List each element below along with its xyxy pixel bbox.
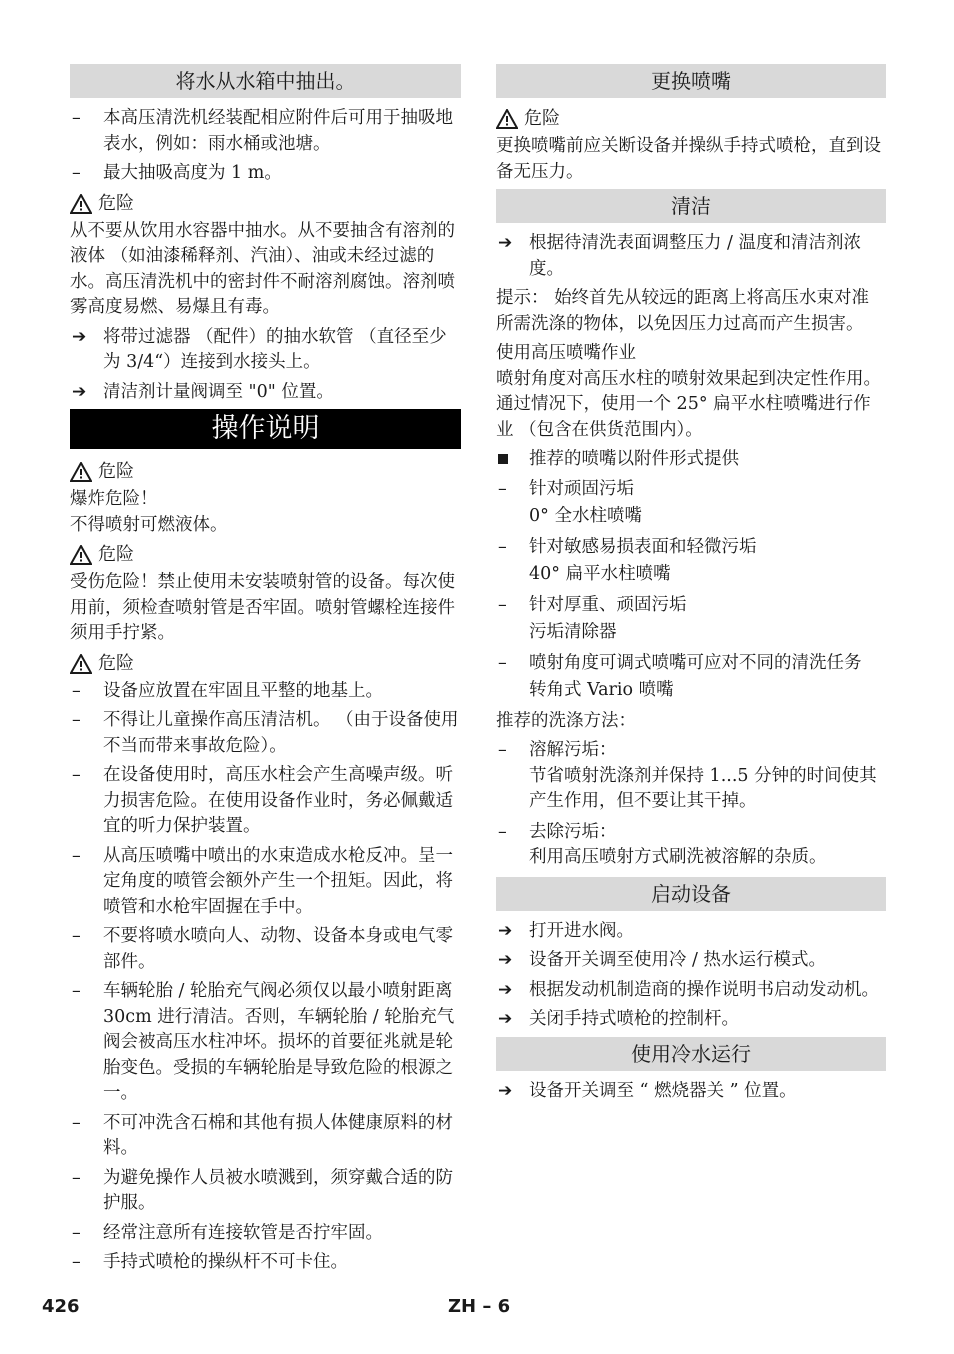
danger-text: 受伤危险！禁止使用未安装喷射管的设备。每次使用前，须检查喷射管是否牢固。喷射管螺栓连接件须用手拧紧。 <box>70 572 455 643</box>
paragraph: 喷射角度对高压水柱的喷射效果起到决定性作用。通过情况下，使用一个 25° 扁平水柱喷嘴进行作业 （包含在供货范围内）。 <box>496 368 881 440</box>
instruction-step: ➔ 将带过滤器 （配件）的抽水软管 （直径至少为 3/4“）连接到水接头上。 <box>72 326 447 372</box>
method-description: 节省喷射洗涤剂并保持 1...5 分钟的时间使其产生作用，但不要让其干掉。 <box>529 765 877 811</box>
list-item: – 不得让儿童操作高压清洁机。 （由于设备使用不当而带来事故危险）。 <box>70 708 461 759</box>
square-bullet-item: 推荐的喷嘴以附件形式提供 <box>496 447 886 473</box>
page-number: 426 <box>42 1296 80 1317</box>
danger-notice: 危险 <box>70 459 461 485</box>
instruction-step: ➔ 根据发动机制造商的操作说明书启动发动机。 <box>496 978 886 1004</box>
danger-text: 更换喷嘴前应关断设备并操纵手持式喷枪，直到设备无压力。 <box>496 136 881 182</box>
nozzle-name: 0° 全水柱喷嘴 <box>529 506 642 526</box>
section-heading-draw-water: 将水从水箱中抽出。 <box>70 64 461 98</box>
right-arrow-icon: ➔ <box>498 1009 513 1029</box>
chapter-heading-operation: 操作说明 <box>70 409 461 449</box>
list-item: – 针对厚重、顽固污垢 <box>496 593 886 619</box>
instruction-step: ➔ 打开进水阀。 <box>496 919 886 945</box>
list-item: – 不要将喷水喷向人、动物、设备本身或电气零部件。 <box>70 924 461 975</box>
list-item: – 针对顽固污垢 <box>496 477 886 503</box>
instruction-step: ➔ 根据待清洗表面调整压力 / 温度和清洁剂浓度。 <box>498 233 862 279</box>
method-description: 利用高压喷射方式刷洗被溶解的杂质。 <box>529 847 827 867</box>
list-item: – 从高压喷嘴中喷出的水束造成水枪反冲。呈一定角度的喷管会额外产生一个扭矩。因此，将喷管和水枪牢固握在手中。 <box>70 844 461 921</box>
right-arrow-icon: ➔ <box>72 381 87 402</box>
hint-text: 提示： 始终首先从较远的距离上将高压水束对准所需洗涤的物体，以免因压力过高而产生损害。 <box>496 288 870 334</box>
right-arrow-icon: ➔ <box>498 979 513 1000</box>
list-item: – 在设备使用时，高压水柱会产生高噪声级。听力损害危险。在使用设备作业时，务必佩戴适宜的听力保护装置。 <box>70 763 461 840</box>
left-column <box>70 64 461 1280</box>
nozzle-name: 转角式 Vario 喷嘴 <box>529 680 674 700</box>
danger-notice: 危险 <box>70 542 461 568</box>
warning-triangle-icon <box>496 109 518 129</box>
list-item: – 车辆轮胎 / 轮胎充气阀必须仅以最小喷射距离 30cm 进行清洁。否则，车辆轮胎 / 轮胎充气阀会被高压水柱冲坏。损坏的首要征兆就是轮胎变色。受损的车辆轮胎是导致危险的根源之一。 <box>70 979 461 1107</box>
nozzle-name: 40° 扁平水柱喷嘴 <box>529 564 671 584</box>
list-item: – 针对敏感易损表面和轻微污垢 <box>496 535 886 561</box>
section-heading-cleaning: 清洁 <box>496 189 886 223</box>
right-arrow-icon: ➔ <box>498 920 513 941</box>
right-arrow-icon: ➔ <box>72 326 87 347</box>
sub-heading: 使用高压喷嘴作业 <box>496 343 636 363</box>
instruction-step: ➔ 设备开关调至 “ 燃烧器关 ” 位置。 <box>496 1079 886 1105</box>
right-arrow-icon: ➔ <box>498 950 513 970</box>
warning-triangle-icon <box>70 194 92 214</box>
right-column <box>496 64 886 1108</box>
right-arrow-icon: ➔ <box>498 1080 513 1101</box>
warning-triangle-icon <box>70 654 92 674</box>
section-heading-change-nozzle: 更换喷嘴 <box>496 64 886 98</box>
page-label: ZH – 6 <box>448 1296 511 1317</box>
danger-text: 不得喷射可燃液体。 <box>70 514 228 535</box>
danger-notice: 危险 <box>496 106 886 132</box>
list-item: – 设备应放置在牢固且平整的地基上。 <box>70 679 461 705</box>
list-item: – 溶解污垢： <box>496 738 886 764</box>
list-item: – 最大抽吸高度为 1 m。 <box>70 161 461 187</box>
section-heading-cold-water: 使用冷水运行 <box>496 1037 886 1071</box>
instruction-step: ➔ 设备开关调至使用冷 / 热水运行模式。 <box>496 948 886 974</box>
list-item: – 喷射角度可调式喷嘴可应对不同的清洗任务 <box>496 651 886 677</box>
list-item: – 手持式喷枪的操纵杆不可卡住。 <box>70 1250 461 1276</box>
list-item: – 为避免操作人员被水喷溅到，须穿戴合适的防护服。 <box>70 1166 461 1217</box>
instruction-step: ➔ 清洁剂计量阀调至 "0" 位置。 <box>70 380 461 406</box>
danger-text: 爆炸危险！ <box>70 489 158 509</box>
warning-triangle-icon <box>70 462 92 482</box>
sub-heading: 推荐的洗涤方法： <box>496 710 636 731</box>
danger-text: 从不要从饮用水容器中抽水。从不要抽含有溶剂的液体 （如油漆稀释剂、汽油）、油或未经过滤的水。高压清洗机中的密封件不耐溶剂腐蚀。溶剂喷雾高度易燃、易爆且有毒。 <box>70 220 455 317</box>
right-arrow-icon: ➔ <box>498 233 513 253</box>
warning-triangle-icon <box>70 545 92 565</box>
danger-notice: 危险 <box>70 191 461 217</box>
nozzle-name: 污垢清除器 <box>529 622 617 642</box>
list-item: – 本高压清洗机经装配相应附件后可用于抽吸地表水，例如：雨水桶或池塘。 <box>70 106 461 157</box>
section-heading-start-device: 启动设备 <box>496 877 886 911</box>
list-item: – 经常注意所有连接软管是否拧牢固。 <box>70 1221 461 1247</box>
list-item: – 不可冲洗含石棉和其他有损人体健康原料的材料。 <box>70 1111 461 1162</box>
list-item: – 去除污垢： <box>496 820 886 846</box>
instruction-step: ➔ 关闭手持式喷枪的控制杆。 <box>496 1007 886 1033</box>
danger-notice: 危险 <box>70 651 461 677</box>
